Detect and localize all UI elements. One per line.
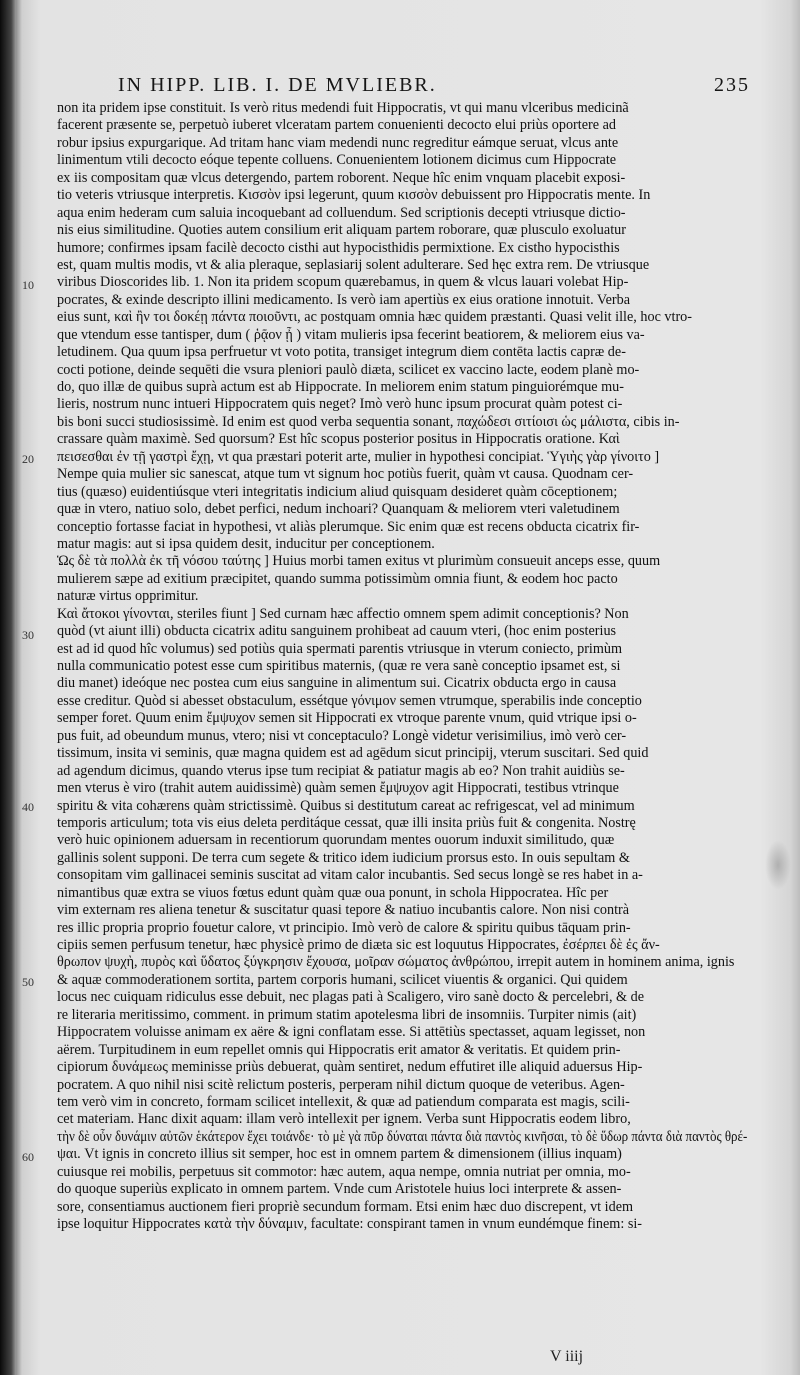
text-line: est ad id quod hîc volumus) sed potiùs quia spermati parentis vtriusque in vterum coniecto, primùm — [57, 640, 623, 657]
text-line: verò huic opinionem aduersam in recentiorum quorundam mentes ouorum induxit similitudo, quæ — [57, 832, 615, 849]
text-line: cocti potione, deinde sequēti die vsura pleniori paulò diæta, scilicet ex vaccino lacte, eodem planè mo- — [57, 361, 640, 378]
text-line: tem verò vim in concreto, formam scilicet intellexit, & quæ ad patiendum comparata est magis, scili- — [57, 1093, 630, 1110]
text-line: nis eius similitudine. Quoties autem consilium erit aliquam partem roborare, quæ plusculo exoluatur — [57, 222, 626, 239]
text-line: Nempe quia mulier sic sanescat, atque tum vt signum hoc potiùs fuerit, quàm vt causa. Quodnam cer- — [57, 466, 634, 483]
text-line: tissimum, insita vi seminis, quæ magna quidem est ad agēdum sicut principij, vterum suscitari. Sed quid — [57, 745, 649, 762]
margin-stain — [765, 840, 791, 890]
text-line: res illic propria proprio fouetur calore, vt principio. Imò verò de calore & spiritu quibus tāquam prin- — [57, 919, 631, 936]
text-line: ex iis compositam quæ vlcus detergendo, partem roborent. Neque hîc enim vnquam placebit exposi- — [57, 169, 626, 186]
text-line: bis boni succi studiosissimè. Id enim est quod verba sequentia sonant, παχώδεσι σιτίοισι ὡς μάλιστα, cibis in- — [57, 413, 680, 430]
text-line: Καὶ ἄτοκοι γίνονται, steriles fiunt ] Sed curnam hæc affectio omnem spem adimit conceptionis? Non — [57, 605, 629, 622]
text-line: robur ipsius expurgarique. Ad tritam hanc viam medendi nunc regreditur eámque seruat, vlcus ante — [57, 134, 619, 151]
text-line: humore; confirmes ipsam facilè decocto cisthi aut hypocisthidis permixtione. Ex cistho hypocisthis — [57, 239, 620, 256]
margin-line-number: 60 — [22, 1150, 34, 1164]
text-line: aërem. Turpitudinem in eum repellet omnis qui Hippocratis erit amator & veritatis. Et quidem prin- — [57, 1041, 621, 1058]
text-line: cipiorum δυνάμεως meminisse priùs debuerat, quàm sentiret, nedum effutiret ille aliquid aduersus Hip- — [57, 1059, 643, 1076]
text-line: crassare quàm maximè. Sed quorsum? Est hîc scopus posterior positus in Hippocratis oratione. Καὶ — [57, 431, 620, 448]
text-line: do quoque superiùs explicato in omnem partem. Vnde cum Aristotele huius loci interprete & assen- — [57, 1181, 622, 1198]
text-line: esse creditur. Quòd si abesset obstaculum, essétque γόνιμον semen vtrumque, sperabilis inde conceptio — [57, 692, 642, 709]
text-line: viribus Dioscorides lib. 1. Non ita pridem scopum quærebamus, in quem & vlcus lauari volebat Hip- — [57, 274, 629, 291]
text-line: ad agendum dicimus, quando vterus ipse tum recipiat & patiatur magis ab eo? Non trahit auidiùs se- — [57, 762, 625, 779]
signature-mark: V iiij — [550, 1348, 584, 1365]
text-line: tius (quæso) euidentiúsque vteri integritatis indicium aliud quisquam desideret quàm cōceptionem; — [57, 483, 618, 500]
text-line: quòd (vt aiunt illi) obducta cicatrix aditu sanguinem prohibeat ad cauum vteri, (hoc enim posterius — [57, 623, 617, 640]
text-line: nimantibus quæ extra se viuos fœtus edunt quàm quæ oua ponunt, in schola Hippocratea. Hîc per — [57, 884, 609, 901]
text-line: pus fuit, ad obeundum munus, vtero; nisi vt conceptaculo? Longè videtur verisimilius, imò verò cer- — [57, 727, 627, 744]
running-header — [110, 74, 750, 98]
margin-line-number: 30 — [22, 628, 34, 642]
page-number: 235 — [714, 74, 750, 96]
text-line: semper foret. Quum enim ἔμψυχον semen sit Hippocrati ex vtroque parente vnum, quid vtrique ipsi o- — [57, 710, 637, 727]
text-line: est, quam multis modis, vt & alia pleraque, seplasiarij solent adulterare. Sed hęc extra rem. De vtriusque — [57, 256, 650, 273]
margin-line-number: 10 — [22, 278, 34, 292]
text-line: cet materiam. Hanc dixit aquam: illam verò intellexit per ignem. Verba sunt Hippocratis eodem libro, — [57, 1111, 631, 1128]
text-line: mulierem sæpe ad exitium præcipitet, quando summa potissimùm omnia fiunt, & eodem hoc pacto — [57, 570, 618, 587]
text-line: vim externam res aliena tenetur & suscitatur quasi tepore & natiuo incubantis calore. Non nisi contrà — [57, 902, 630, 919]
text-line: quæ in vtero, natiuo solo, debet perfici, nedum inchoari? Quanquam & meliorem vteri valetudinem — [57, 501, 620, 518]
text-line: Ὡς δὲ τὰ πολλὰ ἐκ τῆ νόσου ταύτης ] Huius morbi tamen exitus vt plurimùm consueuit anceps esse, quum — [57, 553, 661, 570]
text-line: τὴν δὲ οὖν δυνάμιν αὐτῶν ἑκάτερον ἔχει τοιάνδε· τὸ μὲ γὰ πῦρ δύναται πάντα διὰ παντὸς κινῆσαι, τὸ δὲ ὕδωρ πάντα διὰ παντὸς θρέ- — [57, 1128, 748, 1145]
text-line: θρωπον ψυχὴ, πυρὸς καὶ ὕδατος ξύγκρησιν ἔχουσα, μοῖραν σώματος ἀνθρώπου, irrepit autem in hominem anima, ignis — [57, 954, 735, 971]
text-line: re literaria meritissimo, comment. in primum statim apotelesma libri de insomniis. Turpiter nimis (ait) — [57, 1006, 637, 1023]
text-line: facerent præsente se, perpetuò iuberet vlceratam partem conuenienti decocto elui priùs oportere ad — [57, 117, 616, 134]
margin-line-number: 20 — [22, 452, 34, 466]
margin-line-number: 40 — [22, 800, 34, 814]
text-line: que vtendum esse tantisper, dum ( ῥᾷον ᾖ ) vitam mulieris ipsa fecerint beatiorem, & meliorem eius va- — [57, 326, 645, 343]
text-line: ψαι. Vt ignis in concreto illius sit semper, hoc est in omnem partem & dimensionem (illius inquam) — [57, 1146, 622, 1163]
text-line: pocrates, & exinde descripto illini medicamento. Is verò iam apertiùs ex eius oratione innotuit. Verba — [57, 291, 630, 308]
text-line: locus nec cuiquam ridiculus esse debuit, nec plagas pati à Scaligero, viro sanè docto & percelebri, & de — [57, 989, 645, 1006]
text-line: non ita pridem ipse constituit. Is verò ritus medendi fuit Hippocratis, vt qui manu vlceribus medicinã — [57, 100, 629, 116]
text-line: aqua enim hederam cum saluia incoquebant ad colluendum. Sed scriptionis decepti vtriusque dictio- — [57, 204, 626, 221]
text-line: tio veteris vtriusque interpretis. Κισσὸν ipsi legerunt, quum κισσὸν debuissent pro Hippocratis mente. In — [57, 187, 651, 204]
text-line: cipiis semen perfusum tenetur, hæc physicè primo de diæta sic est loquutus Hippocrates, ἐσέρπει δὲ ἐς ἄν- — [57, 937, 660, 953]
text-line: diu manet) ideóque nec postea cum eius sanguine in alimentum sui. Cicatrix obducta ergo in causa — [57, 675, 617, 692]
main-text-block — [57, 100, 747, 1233]
text-line: pocratem. A quo nihil nisi scitè relictum posteris, perperam nihil dictum quoque de veteribus. Agen- — [57, 1076, 625, 1093]
text-line: linimentum vtili decocto eóque tepente colluens. Conuenientem lotionem dicimus cum Hippocrate — [57, 152, 617, 169]
text-line: cuiusque rei mobilis, perpetuus sit commotor: hæc autem, aqua nempe, omnia nutriat per omnia, mo- — [57, 1163, 631, 1180]
text-line: eius sunt, καὶ ἢν τοι δοκέῃ πάντα ποιοῦντι, ac postquam omnia hæc quidem præstanti. Quasi velit ille, hoc vtro- — [57, 309, 692, 326]
text-line: men vterus è viro (trahit autem auidissimè) quàm semen ἔμψυχον agit Hippocrati, testibus vtrinque — [57, 780, 619, 797]
running-title: IN HIPP. LIB. I. DE MVLIEBR. — [118, 74, 437, 96]
text-line: matur magis: aut si ipsa quidem desit, inducitur per conceptionem. — [57, 535, 435, 552]
text-line: Hippocratem voluisse animam ex aëre & igni conflatam esse. Si attētiùs spectasset, aquam legisset, non — [57, 1024, 646, 1041]
text-line: temporis articulum; tota vis eius deleta perditáque cessat, quæ illi insita priùs fuit & congenita. Nostrę — [57, 814, 636, 831]
text-line: sore, consentiamus auctionem fieri propriè secundum formam. Etsi enim hæc duo discrepent, vt idem — [57, 1198, 634, 1215]
text-line: spiritu & vita cohærens quàm strictissimè. Quibus si destitutum careat ac refrigescat, vel ad minimum — [57, 797, 635, 814]
text-line: gallinis solent supponi. De terra cum segete & tritico idem iudicium prorsus esto. In ouis sepultam & — [57, 849, 630, 866]
text-line: lieris, nostrum nunc intueri Hippocratem quis neget? Imò verò hunc ipsum procurat quàm potest ci- — [57, 396, 623, 413]
text-line: letudinem. Qua quum ipsa perfruetur vt voto potita, transiget integrum diem contēta lactis capræ de- — [57, 344, 626, 361]
text-line: πεισεσθαι ἐν τῇ γαστρὶ ἔχῃ, vt qua præstari poterit arte, mulier in hypothesi concipiat. Ὑγιὴς γὰρ γίνοιτο ] — [57, 448, 660, 465]
text-line: ipse loquitur Hippocrates κατὰ τὴν δύναμιν, facultate: conspirant tamen in vnum eundémque finem: si- — [57, 1216, 643, 1232]
text-line: naturæ virtus opprimitur. — [57, 588, 199, 605]
text-line: conceptio fortasse faciat in hypothesi, vt aliàs plerumque. Sic enim quæ est recens obducta cicatrix fir- — [57, 518, 640, 535]
margin-line-number: 50 — [22, 975, 34, 989]
text-line: do, quo illæ de quibus suprà actum est ab Hippocrate. In meliorem enim statum pinguiorémque mu- — [57, 379, 624, 395]
book-gutter — [0, 0, 16, 1375]
text-line: nulla communicatio potest esse cum spiritibus maternis, (quæ re vera sanè conceptio ipsamet est, si — [57, 658, 621, 674]
text-line: consopitam vim gallinacei seminis suscitat ad vitam calor incubantis. Sed secus longè se res habet in a- — [57, 867, 643, 884]
text-line: & aquæ commoderationem sortita, partem corporis humani, scilicet viuentis & organici. Qui quidem — [57, 971, 628, 988]
